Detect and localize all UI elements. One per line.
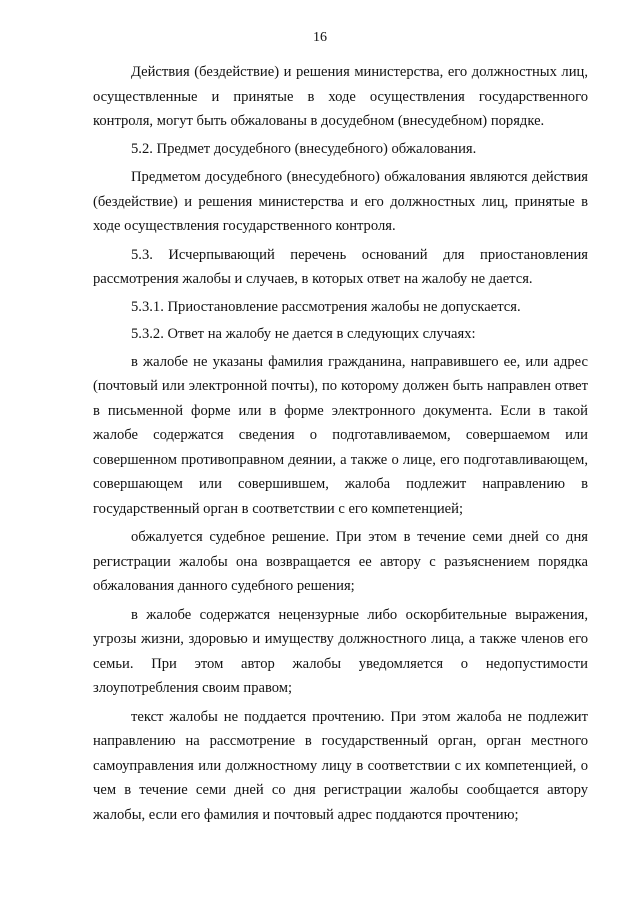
paragraph-5-3-2: 5.3.2. Ответ на жалобу не дается в следующих случаях:	[131, 326, 476, 342]
paragraph-5-3-1: 5.3.1. Приостановление рассмотрения жалобы не допускается.	[131, 298, 521, 315]
paragraph-case-court-decision: обжалуется судебное решение. При этом в течение семи дней со дня регистрации жалобы она возвращается ее автору с разъяснением порядка обжалования данного судебного решения;	[93, 529, 588, 594]
paragraph-case-obscene: в жалобе содержатся нецензурные либо оскорбительные выражения, угрозы жизни, здоровью и имуществу должностного лица, а также членов его семьи. При этом автор жалобы уведомляется о недопустимости злоупотребления своим правом;	[93, 606, 588, 696]
paragraph-appeal-rights: Действия (бездействие) и решения министерства, его должностных лиц, осуществленные и принятые в ходе осуществления государственного контроля, могут быть обжалованы в досудебном (внесудебном) порядке.	[93, 64, 588, 129]
paragraph-appeal-subject: Предметом досудебного (внесудебного) обжалования являются действия (бездействие) и решения министерства и его должностных лиц, принятые в ходе осуществления государственного контроля.	[93, 169, 588, 234]
document-body	[93, 60, 588, 827]
paragraph-5-2-heading: 5.2. Предмет досудебного (внесудебного) обжалования.	[131, 140, 477, 157]
paragraph-case-no-name: в жалобе не указаны фамилия гражданина, направившего ее, или адрес (почтовый или электронной почты), по которому должен быть направлен ответ в письменной форме или в форме электронного документа. Если в такой жалобе содержатся сведения о подготавливаемом, совершаемом или совершенном противоправном деянии, а также о лице, его подготавливающем, совершающем или совершившем, жалоба подлежит направлению в государственный орган в соответствии с его компетенцией;	[93, 353, 588, 517]
paragraph-case-unreadable: текст жалобы не поддается прочтению. При этом жалоба не подлежит направлению на рассмотрение в государственный орган, орган местного самоуправления или должностному лицу в соответствии с их компетенцией, о чем в течение семи дней со дня регистрации жалобы сообщается автору жалобы, если его фамилия и почтовый адрес поддаются прочтению;	[93, 708, 588, 823]
paragraph-5-3-heading: 5.3. Исчерпывающий перечень оснований для приостановления рассмотрения жалобы и случаев, в которых ответ на жалобу не дается.	[93, 246, 588, 287]
page-number: 16	[313, 30, 327, 45]
